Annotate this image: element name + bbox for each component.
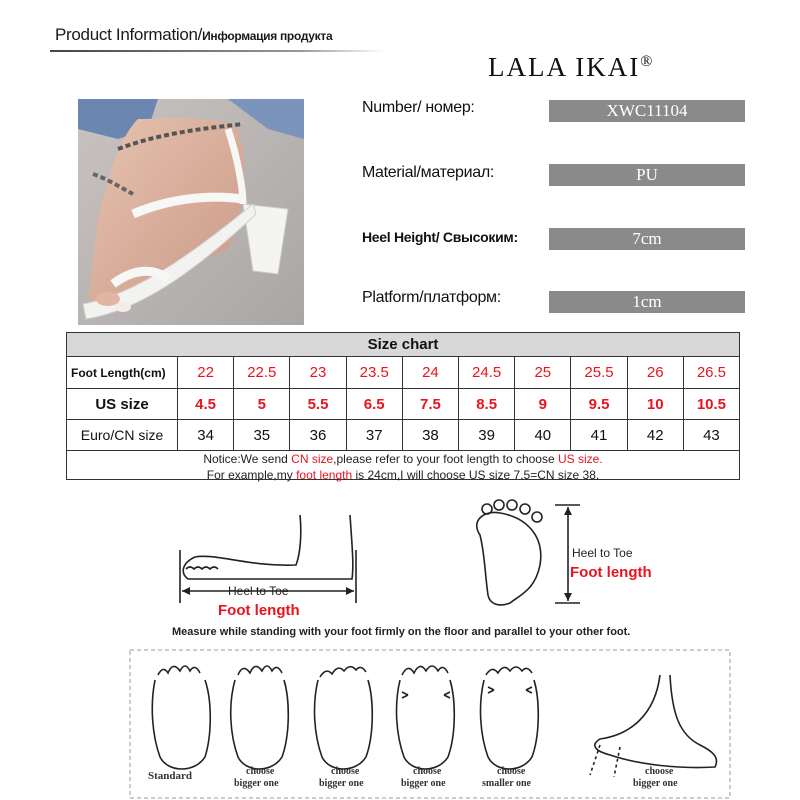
row-label-foot-length: Foot Length(cm) <box>67 357 178 388</box>
registered-mark: ® <box>640 53 655 70</box>
title-russian: Информация продукта <box>202 29 333 43</box>
table-cell: 9.5 <box>571 389 627 419</box>
foot-type-label: choose <box>413 766 442 777</box>
table-cell: 10 <box>628 389 684 419</box>
spec-number-value: XWC11104 <box>549 100 745 122</box>
spec-material-value: PU <box>549 164 745 186</box>
table-cell: 26.5 <box>696 364 727 381</box>
row-label-euro-cn-size: Euro/CN size <box>67 420 178 450</box>
spec-material-label: Material/материал: <box>362 164 495 181</box>
foot-type-label: choose <box>331 766 360 777</box>
notice-text: Notice:We send <box>203 452 292 466</box>
table-cell: 10.5 <box>696 395 727 413</box>
foot-type-6-sketch <box>590 675 717 777</box>
table-cell: 41 <box>571 420 627 450</box>
table-cell: 23.5 <box>347 357 403 388</box>
notice-highlight: foot length <box>296 468 353 482</box>
notice-highlight: US size. <box>557 452 603 466</box>
brand-logo <box>488 52 654 83</box>
spec-platform-label: Platform/платформ: <box>362 289 501 306</box>
foot-type-label: choose <box>645 766 674 777</box>
spec-heel-height-value: 7cm <box>549 228 745 250</box>
table-cell: 5 <box>234 389 290 419</box>
foot-type-label: Standard <box>148 770 193 782</box>
table-row-foot-length <box>67 357 739 389</box>
table-cell: 7.5 <box>403 389 459 419</box>
measure-instruction: Measure while standing with your foot firmly on the floor and parallel to your other foot. <box>172 626 631 638</box>
table-cell: 24 <box>403 357 459 388</box>
table-cell: 8.5 <box>459 389 515 419</box>
side-heel-to-toe-label: Heel to Toe <box>228 584 289 598</box>
table-cell: 25.5 <box>571 357 627 388</box>
table-cell: 37 <box>347 420 403 450</box>
notice-text: For example,my <box>206 468 297 482</box>
notice-text: is 24cm,I will choose US size 7.5=CN size 38. <box>352 468 600 482</box>
foot-type-label: bigger one <box>633 778 678 789</box>
top-foot-length-label: Foot length <box>570 564 652 581</box>
section-title <box>55 25 332 45</box>
top-view-foot-sketch <box>477 500 580 605</box>
table-cell: 5.5 <box>290 389 346 419</box>
size-notice-line-2 <box>67 468 739 482</box>
row-label-us-size: US size <box>67 389 178 419</box>
spec-platform-value: 1cm <box>549 291 745 313</box>
table-row-euro-cn-size <box>67 420 739 451</box>
notice-text: ,please refer to your foot length to choose <box>333 452 558 466</box>
table-cell: 26 <box>628 357 684 388</box>
foot-type-label: choose <box>246 766 275 777</box>
title-underline <box>50 50 385 52</box>
table-cell: 6.5 <box>347 389 403 419</box>
top-heel-to-toe-label: Heel to Toe <box>572 546 633 560</box>
title-english: Product Information/ <box>55 25 203 44</box>
table-cell: 42 <box>628 420 684 450</box>
table-cell: 34 <box>178 420 234 450</box>
foot-type-label: smaller one <box>482 778 531 789</box>
table-cell: 22 <box>178 357 234 388</box>
size-chart-table <box>66 332 740 480</box>
foot-type-2-sketch <box>231 666 289 769</box>
table-cell: 25 <box>515 357 571 388</box>
brand-name: LALA IKAI <box>488 52 641 82</box>
table-cell: 43 <box>703 426 720 444</box>
table-cell: 38 <box>403 420 459 450</box>
table-cell: 39 <box>459 420 515 450</box>
foot-type-4-sketch <box>397 666 455 769</box>
notice-highlight: CN size <box>291 452 334 466</box>
table-cell: 22.5 <box>234 357 290 388</box>
foot-type-label: bigger one <box>234 778 279 789</box>
size-notice-line-1 <box>67 452 739 466</box>
foot-measurement-guide <box>0 495 800 800</box>
size-chart-title: Size chart <box>67 333 739 357</box>
foot-type-label: bigger one <box>319 778 364 789</box>
table-cell: 9 <box>515 389 571 419</box>
table-cell: 4.5 <box>178 389 234 419</box>
foot-type-5-sketch <box>481 667 539 769</box>
side-foot-length-label: Foot length <box>218 602 300 619</box>
table-cell: 35 <box>234 420 290 450</box>
foot-type-label: choose <box>497 766 526 777</box>
foot-type-standard-sketch <box>152 666 210 769</box>
foot-type-label: bigger one <box>401 778 446 789</box>
table-cell: 24.5 <box>459 357 515 388</box>
table-row-us-size <box>67 389 739 420</box>
table-cell: 23 <box>290 357 346 388</box>
table-cell: 36 <box>290 420 346 450</box>
product-photo <box>78 99 304 325</box>
foot-type-3-sketch <box>315 667 373 769</box>
spec-heel-height-label: Heel Height/ Свысоким: <box>362 229 518 245</box>
table-cell: 40 <box>515 420 571 450</box>
spec-number-label: Number/ номер: <box>362 99 475 116</box>
